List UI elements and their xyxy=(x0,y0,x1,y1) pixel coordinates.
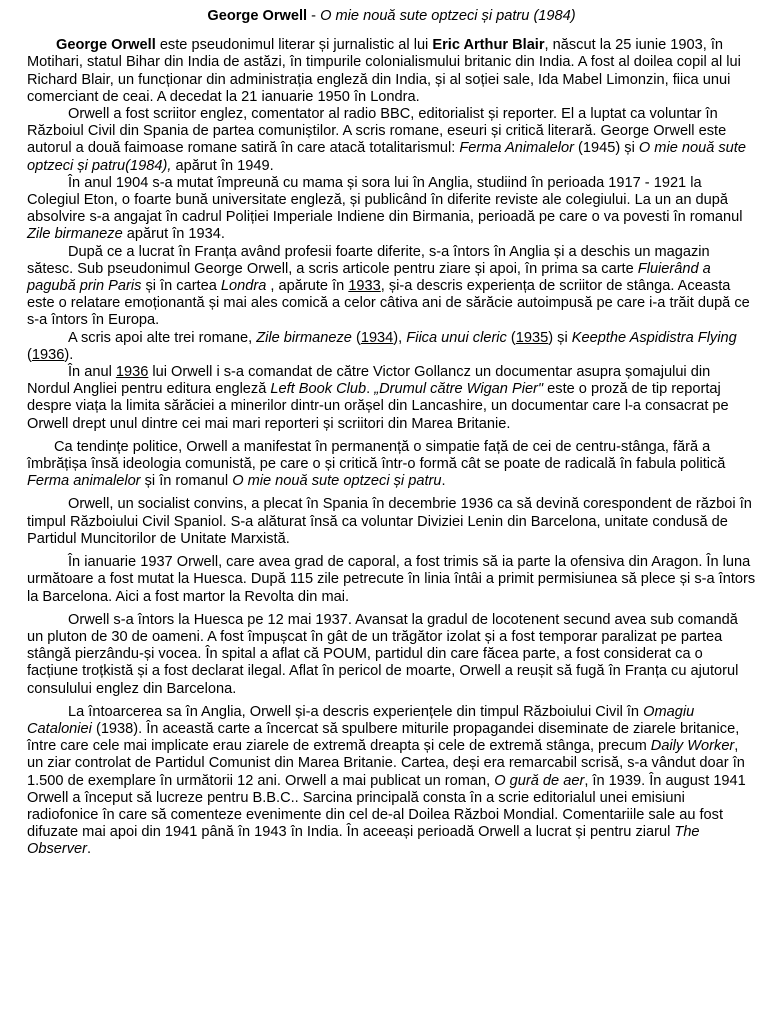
paragraph-text: La întoarcerea sa în Anglia, Orwell și-a descris experiențele din timpul Războiului Civil în xyxy=(68,703,644,720)
paragraph-text: . xyxy=(441,473,446,490)
book-title: „Drumul către Wigan Pier" xyxy=(374,381,544,398)
paragraph-france xyxy=(27,244,756,330)
author-real-name: Eric Arthur Blair xyxy=(432,37,545,54)
paragraph-text: și în romanul xyxy=(140,473,233,490)
book-title: Ferma Animalelor xyxy=(459,140,574,157)
newspaper-title: The Observer xyxy=(27,824,700,858)
paragraph-text: apărut în 1949. xyxy=(171,157,274,174)
paragraph-text: , apărute în xyxy=(266,278,349,295)
year-link[interactable]: 1933 xyxy=(348,278,381,295)
title-separator: - xyxy=(307,8,321,24)
paragraph-text: ) și xyxy=(548,329,572,346)
paragraph-text: Orwell, un socialist convins, a plecat în Spania în decembrie 1936 ca să devină corespondent de război în timpul Războiului Civil Spaniol. S-a alăturat însă ca voluntar Diviziei Lenin din Barcelona, unitate condusă de Partidul Muncitorilor de Unitate Marxistă. xyxy=(27,496,752,547)
paragraph-text: , un ziar controlat de Partidul Comunist din Marea Britanie. Cartea, deși era remarcabil scrisă, s-a vândut doar în 1.500 de exemplare în următorii 12 ani. Orwell a mai publicat un roman, xyxy=(27,738,745,789)
paragraph-text: și în cartea xyxy=(141,278,221,295)
paragraph-text: lui Orwell i s-a comandat de către Victor Gollancz un documentar asupra șomajului din Nordul Angliei pentru editura engleză xyxy=(27,364,711,398)
paragraph-birth xyxy=(27,37,756,106)
paragraph-text: este o proză de tip reportaj despre viața la limita sărăciei a minerilor dintr-un orășel din Lancashire, un documentar care l-a consacrat pe Orwell drept unul dintre cei mai mari reporteri și scriitori din Marea Britanie. xyxy=(27,381,729,432)
paragraph-career xyxy=(27,106,756,175)
paragraph-text: . xyxy=(87,841,92,858)
paragraph-return xyxy=(27,704,756,859)
book-title: Omagiu Cataloniei xyxy=(27,703,695,737)
paragraph-text: apărut în 1934. xyxy=(122,226,225,243)
paragraph-spain xyxy=(27,496,756,548)
book-title: Ferma animalelor xyxy=(27,473,141,490)
paragraph-text: În anul xyxy=(68,364,116,381)
publisher-name: Left Book Club xyxy=(270,381,367,398)
document-title xyxy=(27,8,756,25)
year-link[interactable]: 1934 xyxy=(360,329,394,346)
paragraph-text: ( xyxy=(351,329,361,346)
book-title: O gură de aer xyxy=(494,772,585,789)
paragraph-text: Orwell a fost scriitor englez, comentator al radio BBC, editorialist și reporter. El a luptat ca voluntar în Războiul Civil din Spania de partea comuniștilor. A scris romane, eseuri și critică literară. George Orwell este autorul a două faimoase romane satiră în care atacă totalitarismul: xyxy=(27,106,727,157)
paragraph-text: (1938). În această carte a încercat să spulbere miturile propagandei diseminate de ziarele britanice, între care cele mai implicate erau ziarele de extremă dreapta și cele de extremă stânga, precum xyxy=(27,720,740,755)
paragraph-text: , și-a descris experiența de scriitor de stânga. Aceasta este o relatare emoționantă și mai ales comică a celor câtiva ani de sărăcie autoimpusă pe care i-a trăit după ce s-a întors în Europa. xyxy=(27,278,750,329)
paragraph-text: , în 1939. În august 1941 Orwell a început să lucreze pentru B.B.C.. Sarcina principală consta în a scrie editorialul unei emisiuni radiofonice în care să comenteze evenimente din cel de-al Doilea Război Mondial. Comentariile sale au fost difuzate mai apoi din 1941 până în 1943 în India. În aceeași perioadă Orwell a lucrat și pentru ziarul xyxy=(27,772,746,841)
paragraph-text: ), xyxy=(393,329,407,346)
year-link[interactable]: 1936 xyxy=(31,346,65,363)
paragraph-text: După ce a lucrat în Franța având profesii foarte diferite, s-a întors în Anglia și a deschis un magazin sătesc. Sub pseudonimul George Orwell, a scris articole pentru ziare și apoi, în prima sa carte xyxy=(27,243,710,277)
paragraph-text: Orwell s-a întors la Huesca pe 12 mai 1937. Avansat la gradul de locotenent secund avea sub comandă un pluton de 30 de oameni. A fost împușcat în gât de un trăgător izolat și a fost temporar paralizat pe partea stângă pierzându-și vocea. În spital a aflat că POUM, partidul din care făcea parte, a fost considerat ca o facțiune troțkistă și a fost declarat ilegal. Aflat în pericol de moarte, Orwell a reușit să fugă în Franța cu ajutorul consulului englez din Barcelona. xyxy=(27,611,739,697)
year-link[interactable]: 1935 xyxy=(515,329,549,346)
paragraph-text: , născut la 25 iunie 1903, în Motihari, statul Bihar din India de astăzi, în timpurile colonialismului britanic din India. A fost al doilea copil al lui Richard Blair, un funcționar din administrația engleză din India, și al soției sale, Ida Mabel Limonzin, fiica unui comerciant de ceai. A decedat la 21 ianuarie 1950 în Londra. xyxy=(27,37,741,105)
paragraph-text: A scris apoi alte trei romane, xyxy=(68,329,257,346)
book-title: Fluierând a pagubă prin Paris xyxy=(27,260,711,295)
title-author: George Orwell xyxy=(207,8,308,24)
paragraph-huesca xyxy=(27,612,756,698)
paragraph-text: . xyxy=(366,381,375,398)
book-title: Fiica unui cleric xyxy=(406,329,507,346)
book-title: O mie nouă sute optzeci și patru(1984), xyxy=(27,140,746,174)
paragraph-text: ( xyxy=(27,346,32,363)
paragraph-text: este pseudonimul literar și jurnalistic al lui xyxy=(155,37,433,54)
book-title: O mie nouă sute optzeci și patru xyxy=(232,473,442,490)
paragraph-text: În anul 1904 s-a mutat împreună cu mama și sora lui în Anglia, studiind în perioada 1917 - 1921 la Colegiul Eton, o foarte bună universitate engleză, și publicând în diferite reviste ale colegiului. La un an după absolvire s-a angajat în cadrul Poliției Imperiale Indiene din Birmania, perioadă pe care o va povesti în romanul xyxy=(27,174,743,226)
paragraph-aragon xyxy=(27,554,756,606)
paragraph-text: ). xyxy=(64,346,74,363)
year-link[interactable]: 1936 xyxy=(115,364,149,381)
book-title: Zile birmaneze xyxy=(27,226,123,243)
paragraph-politics xyxy=(27,439,756,491)
newspaper-title: Daily Worker xyxy=(650,738,735,755)
title-work: O mie nouă sute optzeci și patru (1984) xyxy=(320,8,576,24)
paragraph-novels xyxy=(27,330,756,364)
author-pseudonym: George Orwell xyxy=(56,37,156,54)
book-title: Keepthe Aspidistra Flying xyxy=(571,329,737,346)
paragraph-text: ( xyxy=(506,329,516,346)
book-title: Londra xyxy=(220,278,267,295)
paragraph-wigan-pier xyxy=(27,364,756,433)
paragraph-text: În ianuarie 1937 Orwell, care avea grad de caporal, a fost trimis să ia parte la ofensiva din Aragon. În luna următoare a fost mutat la Huesca. După 115 zile petrecute în linia întâi a primit permisiunea să plece și s-a întors la Barcelona. Aici a fost martor la Revolta din mai. xyxy=(27,554,756,605)
paragraph-text: Ca tendințe politice, Orwell a manifestat în permanență o simpatie față de cei de centru-stânga, fără a îmbrățișa însă ideologia comunistă, pe care o și critică într-o formă cât se poate de radicală în fabula politică xyxy=(27,438,726,473)
book-title: Zile birmaneze xyxy=(256,329,352,346)
paragraph-text: (1945) și xyxy=(574,140,639,157)
paragraph-education xyxy=(27,175,756,244)
